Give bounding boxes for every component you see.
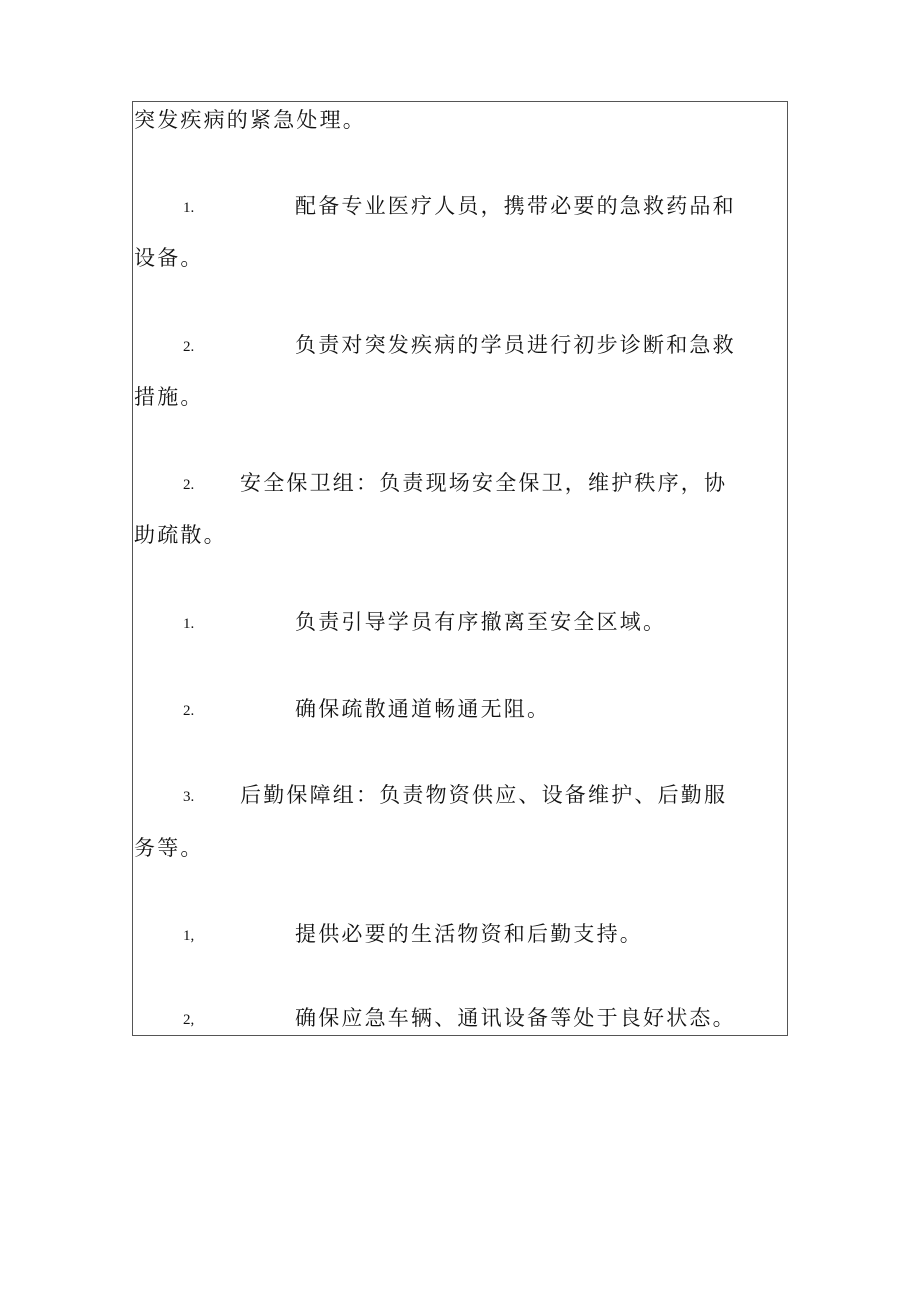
intro-line: 突发疾病的紧急处理。: [134, 108, 366, 132]
section-heading-continuation: 助疏散。: [134, 523, 227, 547]
list-item-text: 确保疏散通道畅通无阻。: [295, 697, 551, 721]
list-marker: 1.: [183, 616, 195, 632]
content-table-cell: [132, 101, 788, 1036]
section-heading-text: 安全保卫组：负责现场安全保卫，维护秩序，协: [240, 471, 728, 495]
list-item-text: 配备专业医疗人员，携带必要的急救药品和: [295, 194, 736, 218]
list-item-continuation: 设备。: [134, 246, 204, 270]
list-marker: 2.: [183, 477, 195, 493]
list-marker: 3.: [183, 789, 195, 805]
list-item-text: 负责对突发疾病的学员进行初步诊断和急救: [295, 333, 736, 357]
section-heading-text: 后勤保障组：负责物资供应、设备维护、后勤服: [240, 783, 728, 807]
section-heading-continuation: 务等。: [134, 836, 204, 860]
list-item-continuation: 措施。: [134, 385, 204, 409]
list-marker: 1.: [183, 200, 195, 216]
list-marker: 2.: [183, 339, 195, 355]
list-item-text: 提供必要的生活物资和后勤支持。: [295, 922, 643, 946]
list-marker: 1,: [183, 928, 195, 944]
list-marker: 2.: [183, 703, 195, 719]
list-marker: 2,: [183, 1012, 195, 1028]
list-item-text: 确保应急车辆、通讯设备等处于良好状态。: [295, 1006, 736, 1030]
list-item-text: 负责引导学员有序撤离至安全区域。: [295, 610, 667, 634]
